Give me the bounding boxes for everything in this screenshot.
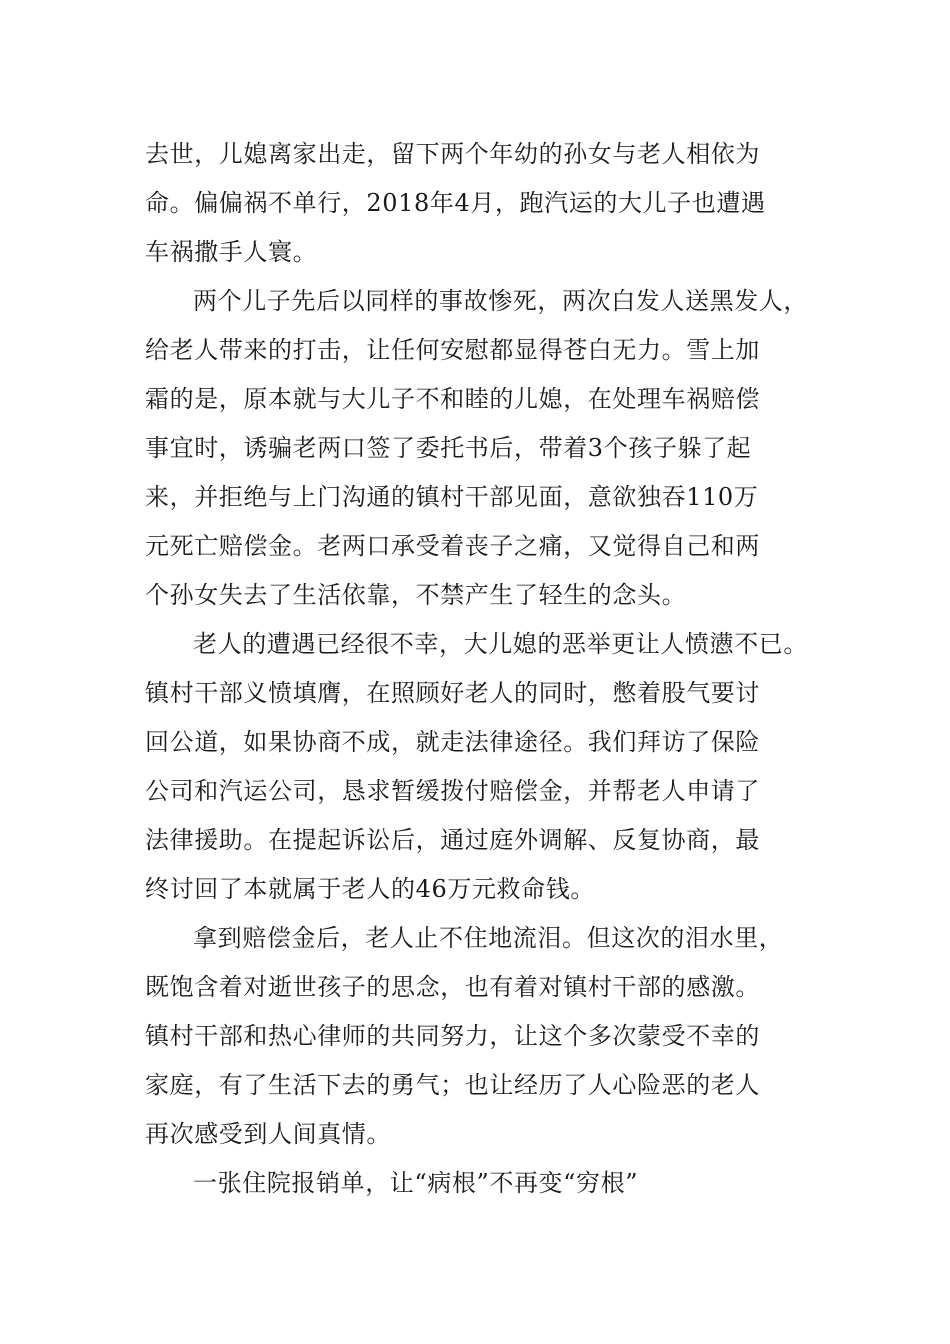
text-line: 公司和汽运公司，恳求暂缓拨付赔偿金，并帮老人申请了 [145, 777, 760, 805]
text-line: 家庭，有了生活下去的勇气；也让经历了人心险恶的老人 [145, 1071, 760, 1099]
text-line: 元死亡赔偿金。老两口承受着丧子之痛，又觉得自己和两 [145, 532, 760, 560]
text-line: 镇村干部义愤填膺，在照顾好老人的同时，憋着股气要讨 [145, 679, 760, 707]
text-line: 个孙女失去了生活依靠，不禁产生了轻生的念头。 [145, 581, 687, 609]
paragraph-start-line: 拿到赔偿金后，老人止不住地流泪。但这次的泪水里， [193, 924, 784, 952]
text-line: 去世，儿媳离家出走，留下两个年幼的孙女与老人相依为 [145, 140, 760, 168]
paragraph-start-line: 两个儿子先后以同样的事故惨死，两次白发人送黑发人， [193, 287, 808, 315]
text-line: 终讨回了本就属于老人的46万元救命钱。 [145, 875, 595, 903]
text-line: 既饱含着对逝世孩子的思念，也有着对镇村干部的感激。 [145, 973, 760, 1001]
text-line: 来，并拒绝与上门沟通的镇村干部见面，意欲独吞110万 [145, 483, 759, 511]
text-line: 霜的是，原本就与大儿子不和睦的儿媳，在处理车祸赔偿 [145, 385, 760, 413]
text-line: 镇村干部和热心律师的共同努力，让这个多次蒙受不幸的 [145, 1022, 760, 1050]
document-body [145, 130, 825, 1208]
text-line: 事宜时，诱骗老两口签了委托书后，带着3个孩子躲了起 [145, 434, 752, 462]
section-heading: 一张住院报销单，让“病根”不再变“穷根” [193, 1169, 639, 1197]
text-line: 法律援助。在提起诉讼后，通过庭外调解、反复协商，最 [145, 826, 760, 854]
text-line: 给老人带来的打击，让任何安慰都显得苍白无力。雪上加 [145, 336, 760, 364]
paragraph-start-line: 老人的遭遇已经很不幸，大儿媳的恶举更让人愤懑不已。 [193, 630, 808, 658]
text-line: 再次感受到人间真情。 [145, 1120, 391, 1148]
text-line: 命。偏偏祸不单行，2018年4月，跑汽运的大儿子也遭遇 [145, 189, 766, 217]
text-line: 回公道，如果协商不成，就走法律途径。我们拜访了保险 [145, 728, 760, 756]
text-line: 车祸撒手人寰。 [145, 238, 318, 266]
